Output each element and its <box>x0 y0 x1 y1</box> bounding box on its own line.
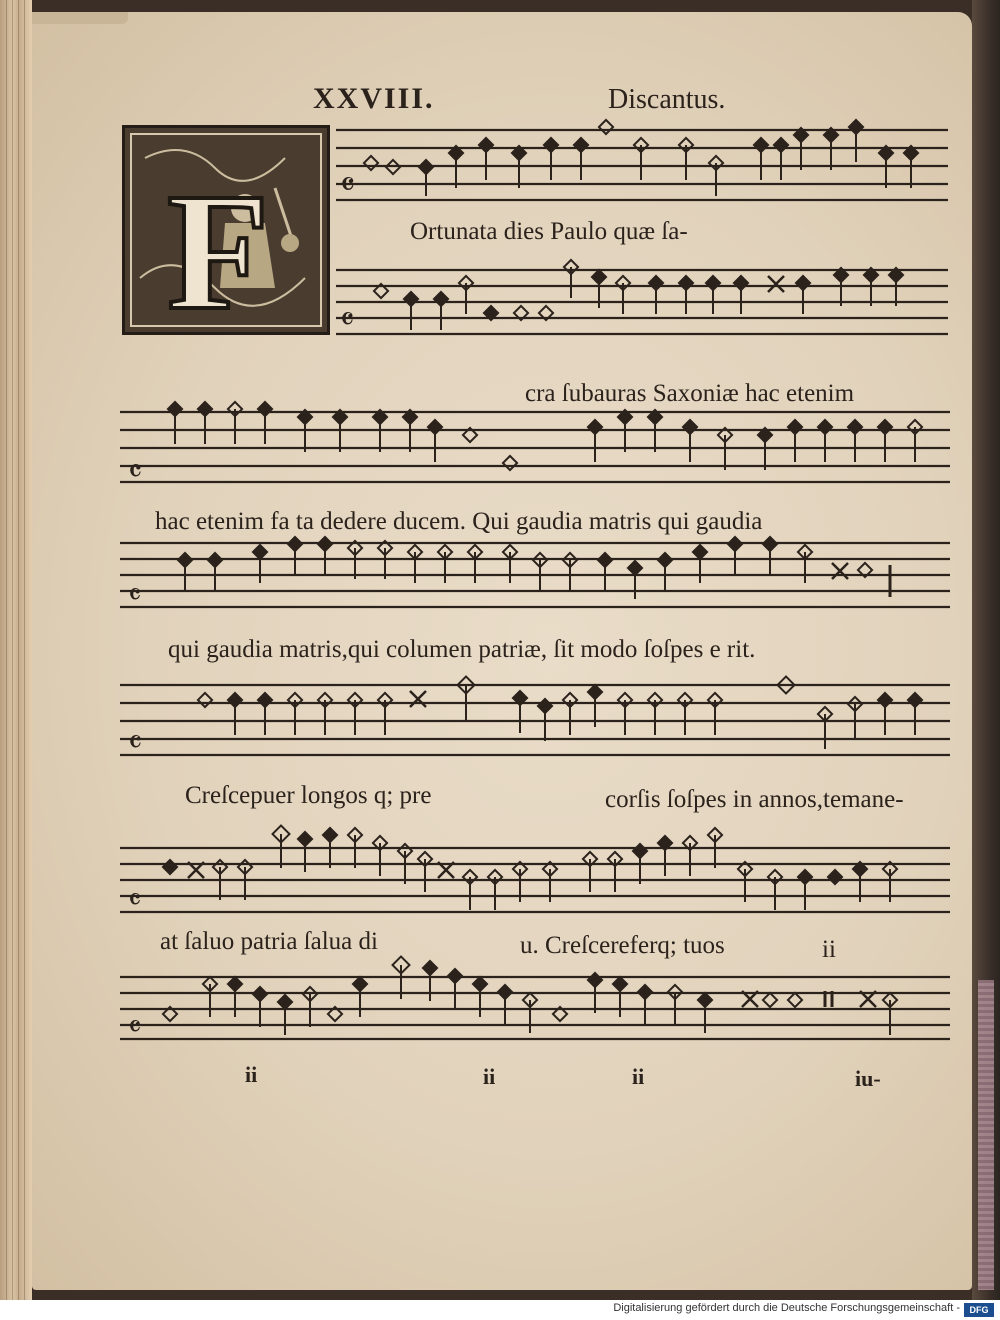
svg-text:𝄴: 𝄴 <box>128 884 142 917</box>
svg-text:𝄴: 𝄴 <box>128 1011 142 1044</box>
staff-4 <box>120 535 950 615</box>
corner-label <box>32 12 128 24</box>
lyrics-line-6c: ii <box>822 936 836 963</box>
lyrics-line-5b: corſis ſoſpes in annos,temane- <box>605 786 904 813</box>
staff-1 <box>336 118 948 208</box>
lyrics-line-6a: at ſaluo patria ſalua di <box>160 928 378 955</box>
binding-fabric <box>978 980 994 1290</box>
staff-5 <box>120 675 950 760</box>
svg-text:𝄴: 𝄴 <box>128 579 142 612</box>
svg-text:𝄴: 𝄴 <box>340 301 355 337</box>
funding-notice: Digitalisierung gefördert durch die Deutsche Forschungsgemeinschaft - <box>613 1302 960 1314</box>
lyrics-line-5a: Creſcepuer longos q; pre <box>185 782 432 809</box>
staff-7 <box>120 955 950 1045</box>
svg-text:𝄴: 𝄴 <box>340 167 356 204</box>
initial-letter: F <box>167 159 270 332</box>
decorated-initial <box>122 125 330 335</box>
repeat-mark-3: ii <box>632 1064 645 1089</box>
lyrics-line-3: hac etenim fa ta dedere ducem. Qui gaudia matris qui gaudia <box>155 508 763 535</box>
lyrics-line-4: qui gaudia matris,qui columen patriæ, ſit modo ſoſpes e rit. <box>168 636 756 663</box>
staff-2 <box>336 258 948 338</box>
staff-6 <box>120 820 950 920</box>
page-number: XXVIII. <box>313 82 435 115</box>
staff-3 <box>120 400 950 490</box>
binding-edge <box>972 0 1000 1300</box>
dfg-logo: DFG <box>964 1303 994 1317</box>
footer-bar <box>0 1300 1000 1320</box>
svg-text:𝄴: 𝄴 <box>128 453 143 489</box>
lyrics-line-6b: u. Creſcereferq; tuos <box>520 932 725 959</box>
lyrics-line-1: Ortunata dies Paulo quæ ſa- <box>410 218 688 245</box>
repeat-mark-4: iu- <box>855 1066 881 1091</box>
page-stack-edge <box>0 0 32 1300</box>
voice-part-title: Discantus. <box>608 84 726 115</box>
svg-text:𝄴: 𝄴 <box>128 724 143 760</box>
repeat-mark-2: ii <box>483 1064 496 1089</box>
lyrics-line-2: cra ſubauras Saxoniæ hac etenim <box>525 380 855 407</box>
repeat-mark-1: ii <box>245 1062 258 1087</box>
